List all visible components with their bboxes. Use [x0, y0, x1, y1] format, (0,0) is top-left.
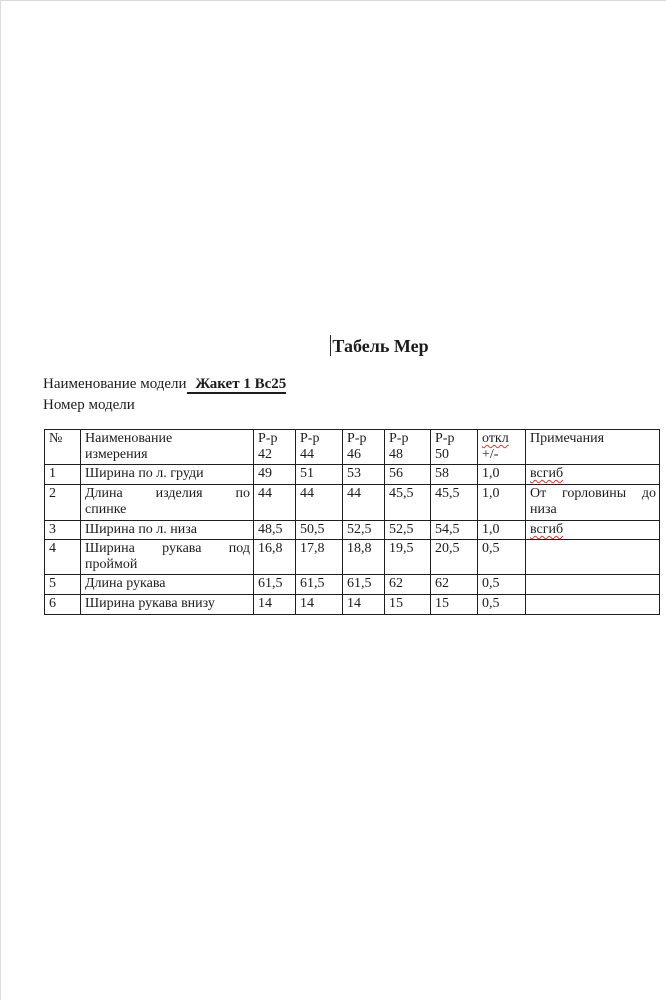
header-num: №	[45, 430, 81, 465]
cell-deviation: 1,0	[478, 521, 526, 540]
cell-size-46: 44	[343, 485, 385, 521]
header-name: Наименование измерения	[81, 430, 254, 465]
cell-name: Ширина по л. груди	[81, 465, 254, 485]
cell-deviation: 1,0	[478, 485, 526, 521]
cell-deviation: 1,0	[478, 465, 526, 485]
header-deviation: откл +/-	[478, 430, 526, 465]
cell-notes	[526, 595, 660, 615]
header-size-44: Р-р 44	[296, 430, 343, 465]
measurements-table	[44, 429, 660, 615]
model-number-line: Номер модели	[43, 397, 135, 413]
cell-size-42: 14	[254, 595, 296, 615]
document-title: Табель Мер	[332, 336, 429, 356]
cell-num: 4	[45, 540, 81, 575]
cell-size-48: 56	[385, 465, 431, 485]
model-name-line	[43, 374, 666, 395]
header-size-48: Р-р 48	[385, 430, 431, 465]
cell-size-44: 17,8	[296, 540, 343, 575]
cell-num: 1	[45, 465, 81, 485]
cell-size-42: 48,5	[254, 521, 296, 540]
cell-num: 3	[45, 521, 81, 540]
cell-size-48: 45,5	[385, 485, 431, 521]
cell-size-44: 50,5	[296, 521, 343, 540]
table-row	[45, 540, 660, 575]
cell-num: 2	[45, 485, 81, 521]
cell-deviation: 0,5	[478, 540, 526, 575]
cell-name: Ширина рукава под проймой	[81, 540, 254, 575]
cell-size-44: 14	[296, 595, 343, 615]
cell-size-44: 51	[296, 465, 343, 485]
cell-notes: От горловины до низа	[526, 485, 660, 521]
cell-name: Длина изделия по спинке	[81, 485, 254, 521]
header-notes: Примечания	[526, 430, 660, 465]
cell-size-42: 61,5	[254, 575, 296, 595]
cell-size-46: 53	[343, 465, 385, 485]
cell-size-50: 20,5	[431, 540, 478, 575]
cell-name: Длина рукава	[81, 575, 254, 595]
cell-size-48: 62	[385, 575, 431, 595]
cell-size-46: 18,8	[343, 540, 385, 575]
cell-notes: всгиб	[526, 521, 660, 540]
cell-size-44: 44	[296, 485, 343, 521]
header-size-42: Р-р 42	[254, 430, 296, 465]
cell-size-48: 15	[385, 595, 431, 615]
cell-size-48: 19,5	[385, 540, 431, 575]
cell-name: Ширина по л. низа	[81, 521, 254, 540]
cell-size-50: 54,5	[431, 521, 478, 540]
cell-num: 5	[45, 575, 81, 595]
table-header-row	[45, 430, 660, 465]
table-row	[45, 575, 660, 595]
model-name-label: Наименование модели	[43, 376, 187, 392]
cell-notes	[526, 575, 660, 595]
cell-deviation: 0,5	[478, 595, 526, 615]
cell-notes: всгиб	[526, 465, 660, 485]
cell-size-46: 52,5	[343, 521, 385, 540]
cell-size-42: 16,8	[254, 540, 296, 575]
table-row	[45, 485, 660, 521]
table-row	[45, 465, 660, 485]
cell-size-50: 62	[431, 575, 478, 595]
cell-notes	[526, 540, 660, 575]
table-row	[45, 521, 660, 540]
table-row	[45, 595, 660, 615]
cell-size-42: 49	[254, 465, 296, 485]
cell-size-48: 52,5	[385, 521, 431, 540]
document-title-row	[47, 335, 666, 356]
cell-num: 6	[45, 595, 81, 615]
cell-size-42: 44	[254, 485, 296, 521]
model-name-value: Жакет 1 Вс25	[187, 376, 287, 394]
cell-name: Ширина рукава внизу	[81, 595, 254, 615]
cell-size-44: 61,5	[296, 575, 343, 595]
cell-size-50: 45,5	[431, 485, 478, 521]
cell-size-46: 61,5	[343, 575, 385, 595]
header-size-50: Р-р 50	[431, 430, 478, 465]
cell-deviation: 0,5	[478, 575, 526, 595]
cell-size-46: 14	[343, 595, 385, 615]
cell-size-50: 15	[431, 595, 478, 615]
header-size-46: Р-р 46	[343, 430, 385, 465]
cell-size-50: 58	[431, 465, 478, 485]
